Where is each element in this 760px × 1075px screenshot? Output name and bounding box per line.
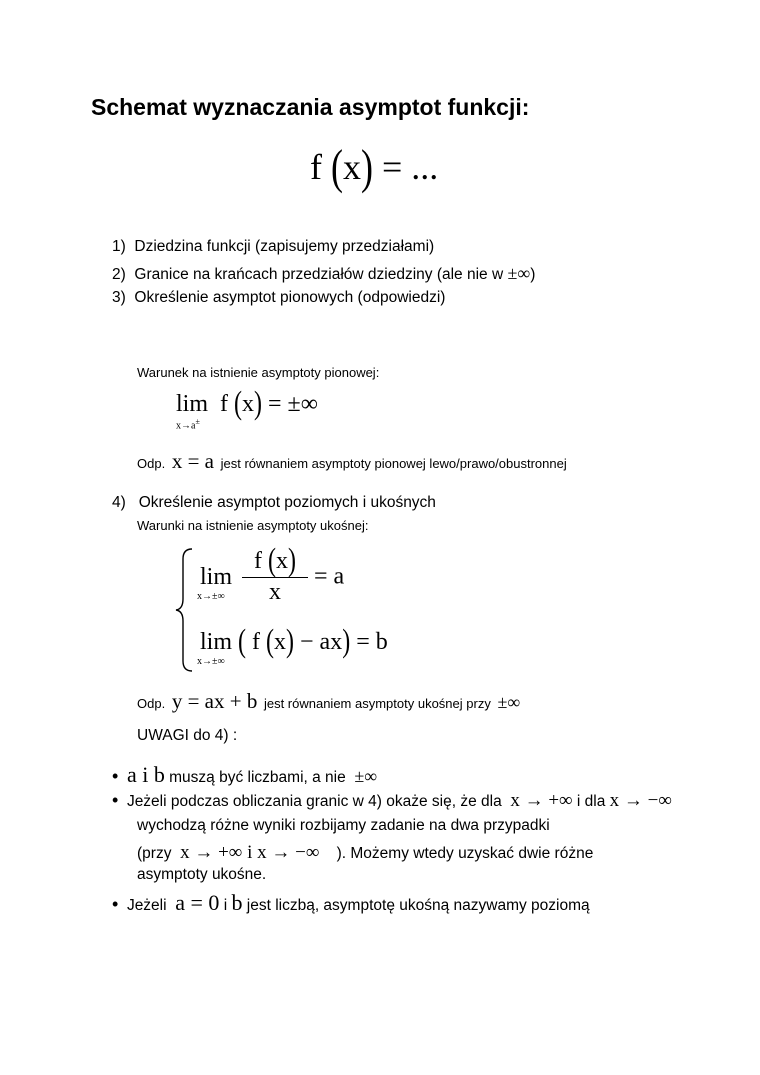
odp-math: y = ax + b <box>171 689 258 713</box>
page-title: Schemat wyznaczania asymptot funkcji: <box>91 94 530 120</box>
paren-close: ) <box>342 624 351 660</box>
lim-subscript <box>176 417 200 431</box>
step-number: 3) <box>112 289 126 306</box>
lim-block <box>197 563 233 602</box>
lim-word: lim <box>200 629 233 655</box>
paren-open: ( <box>268 543 277 579</box>
fn-var: x <box>242 391 255 417</box>
system-brace-icon <box>174 547 196 673</box>
main-formula <box>310 140 439 194</box>
notes-header: UWAGI do 4) : <box>137 727 238 744</box>
paren-open: ( <box>238 624 247 660</box>
note-math: b <box>231 890 243 915</box>
limit-rhs: = ±∞ <box>268 391 318 417</box>
odp-text: jest równaniem asymptoty pionowej lewo/prawo/obustronnej <box>220 456 567 471</box>
paren-close: ) <box>254 386 263 422</box>
note-2-line-4: asymptoty ukośne. <box>137 866 267 883</box>
fraction-denominator: x <box>269 579 282 605</box>
paren-close: ) <box>286 624 295 660</box>
fn-var: x <box>276 548 289 574</box>
note-math: x → +∞ <box>510 790 573 811</box>
plus-minus-infinity: ±∞ <box>354 766 378 786</box>
note-text: muszą być liczbami, a nie <box>169 769 346 786</box>
odp-text: jest równaniem asymptoty ukośnej przy <box>263 696 491 711</box>
main-formula-rhs: = ... <box>382 147 439 187</box>
lim-block <box>197 629 233 667</box>
step-number: 1) <box>112 238 126 255</box>
step-text: Określenie asymptot pionowych (odpowiedzi) <box>134 289 446 306</box>
bullet-icon: • <box>112 766 119 786</box>
lim-subscript: x→±∞ <box>197 590 225 602</box>
oblique-answer <box>137 689 520 714</box>
fraction <box>242 543 308 606</box>
vertical-answer <box>137 449 567 474</box>
equation-2-rhs: = b <box>356 629 388 655</box>
note-text: jest liczbą, asymptotę ukośną nazywamy poziomą <box>246 897 590 914</box>
note-math: a = 0 <box>175 890 220 915</box>
note-1 <box>112 762 377 788</box>
minus-ax: − ax <box>300 629 343 655</box>
vertical-limit-formula <box>176 386 318 432</box>
note-2-line-2: wychodzą różne wyniki rozbijamy zadanie na dwa przypadki <box>137 817 550 834</box>
note-text: i <box>223 897 228 914</box>
vertical-condition-label: Warunek na istnienie asymptoty pionowej: <box>137 365 380 380</box>
plus-minus-infinity: ±∞ <box>507 263 531 283</box>
paren-close: ) <box>361 140 373 194</box>
fn-var: x <box>274 629 287 655</box>
equation-2 <box>197 624 388 667</box>
step-text-tail: ) <box>530 266 536 283</box>
step-number: 4) <box>112 494 126 511</box>
lim-subscript-sup: ± <box>195 417 200 426</box>
note-text: ). Możemy wtedy uzyskać dwie różne <box>336 845 594 862</box>
fn-name: f <box>252 629 261 655</box>
note-2-line-3 <box>137 842 593 864</box>
step-2 <box>112 263 535 284</box>
plus-minus-infinity: ±∞ <box>497 692 521 712</box>
paren-open: ( <box>331 140 343 194</box>
lim-subscript: x→±∞ <box>197 656 225 667</box>
fn-name: f <box>220 391 229 417</box>
bullet-icon: • <box>112 790 119 810</box>
note-2 <box>112 790 672 812</box>
note-text: (przy <box>137 845 172 862</box>
step-4 <box>112 494 436 512</box>
note-math: x → −∞ <box>609 790 672 811</box>
lim-word: lim <box>176 391 209 417</box>
odp-label: Odp. <box>137 696 166 711</box>
lim-subscript-text: x→a <box>176 420 196 432</box>
step-1 <box>112 238 434 256</box>
lim-block <box>176 391 209 432</box>
main-formula-fn: f <box>310 147 322 187</box>
note-text: Jeżeli podczas obliczania granic w 4) okaże się, że dla <box>126 793 502 810</box>
paren-open: ( <box>234 386 243 422</box>
step-text: Dziedzina funkcji (zapisujemy przedziałami) <box>134 238 435 255</box>
note-text: Jeżeli <box>126 897 167 914</box>
paren-close: ) <box>288 543 297 579</box>
note-3 <box>112 890 590 916</box>
step-3 <box>112 289 445 307</box>
oblique-condition-label: Warunki na istnienie asymptoty ukośnej: <box>137 518 369 533</box>
paren-open: ( <box>266 624 275 660</box>
bullet-icon: • <box>112 894 119 914</box>
equation-1-rhs: = a <box>314 563 345 590</box>
odp-math: x = a <box>171 449 214 473</box>
step-text: Określenie asymptot poziomych i ukośnych <box>138 494 436 511</box>
odp-label: Odp. <box>137 456 166 471</box>
equation-1 <box>197 543 345 606</box>
fraction-numerator <box>242 543 308 579</box>
note-math: x → +∞ i x → −∞ <box>180 842 320 863</box>
fn-name: f <box>254 548 263 574</box>
note-text: i dla <box>576 793 606 810</box>
step-text: Granice na krańcach przedziałów dziedziny (ale nie w <box>134 266 508 283</box>
main-formula-var: x <box>343 147 361 187</box>
lim-word: lim <box>200 563 233 590</box>
step-number: 2) <box>112 266 126 283</box>
note-math: a i b <box>126 762 165 787</box>
